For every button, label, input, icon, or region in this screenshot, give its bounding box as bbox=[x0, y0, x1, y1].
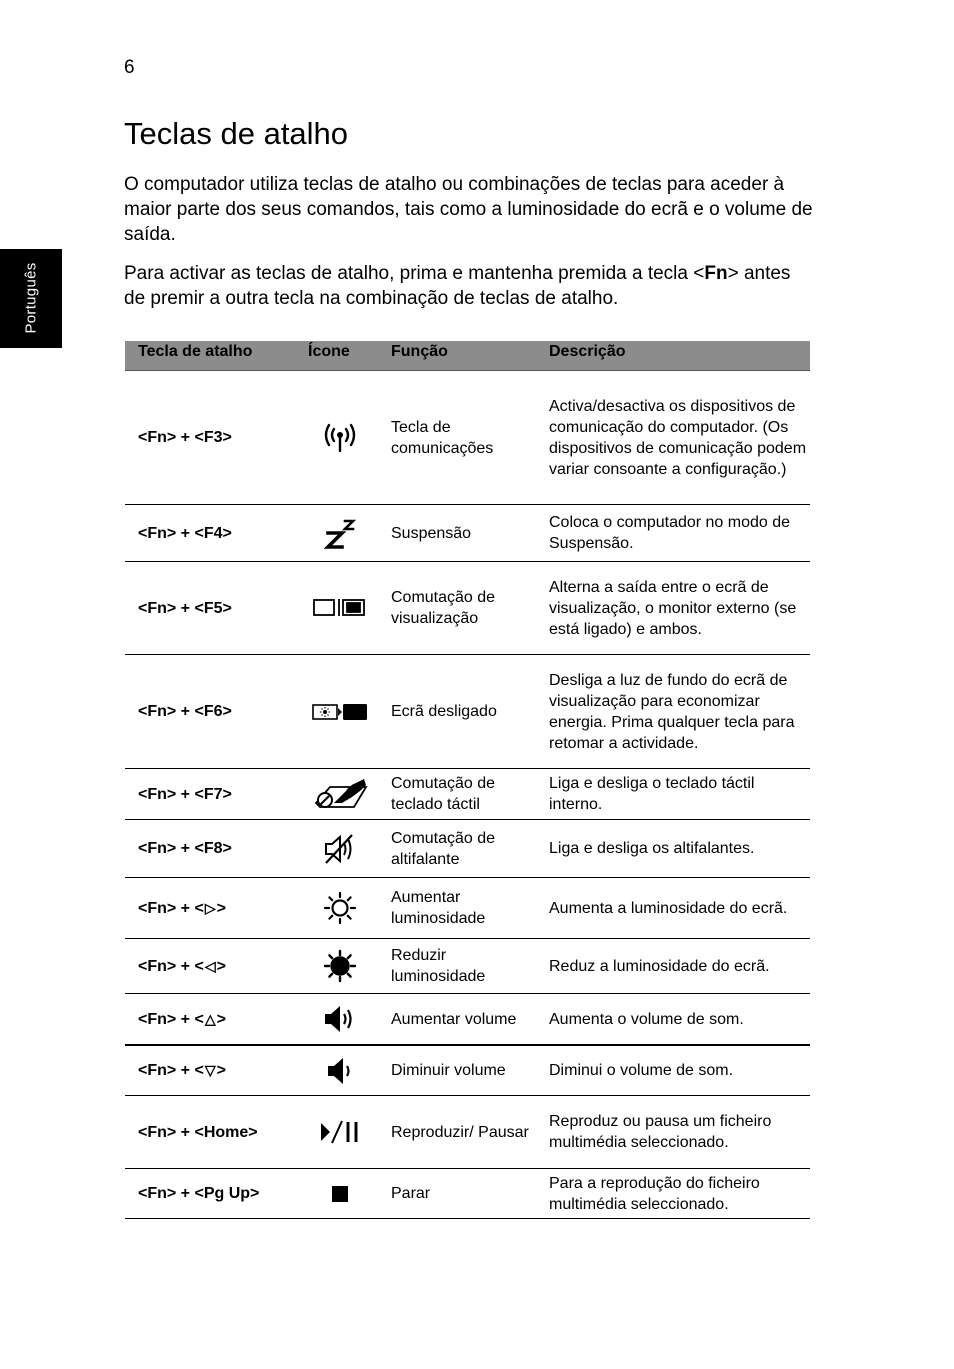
row-key: <Fn> + <F4> bbox=[138, 524, 232, 542]
row-key: <Fn> + < ▷ > bbox=[138, 899, 226, 917]
row-description: Liga e desliga o teclado táctil interno. bbox=[549, 775, 755, 813]
header-desc: Descrição bbox=[549, 343, 626, 360]
sleep-icon bbox=[305, 505, 375, 561]
left-arrow-key-icon: ◁ bbox=[204, 957, 216, 974]
page-number: 6 bbox=[124, 57, 135, 78]
speaker-mute-icon bbox=[305, 820, 375, 877]
intro-paragraph-1: O computador utiliza teclas de atalho ou combinações de teclas para aceder à maior parte dos seus comandos, tais como a luminosidade do ecrã e o volume de saída. bbox=[124, 174, 813, 245]
up-arrow-key-icon: △ bbox=[204, 1010, 216, 1027]
down-arrow-key-icon: ▽ bbox=[204, 1062, 216, 1078]
display-off-icon bbox=[305, 655, 375, 768]
row-function: Comutação de altifalante bbox=[391, 829, 496, 868]
brightness-down-icon bbox=[305, 939, 375, 993]
right-arrow-key-icon: ▷ bbox=[204, 899, 216, 916]
wireless-icon bbox=[305, 371, 375, 504]
row-function: Aumentar luminosidade bbox=[391, 889, 486, 927]
row-key: <Fn> + <F3> bbox=[138, 429, 232, 446]
row-function: Comutação de teclado táctil bbox=[391, 775, 496, 813]
row-description: Para a reprodução do ficheiro multimédia seleccionado. bbox=[549, 1174, 760, 1213]
row-description: Diminui o volume de som. bbox=[549, 1062, 734, 1079]
table-row bbox=[125, 505, 810, 562]
row-description: Activa/desactiva os dispositivos de comunicação do computador. (Os dispositivos de comunicação podem variar consoante a configuração.) bbox=[549, 397, 807, 478]
row-description: Coloca o computador no modo de Suspensão. bbox=[549, 514, 791, 552]
intro-p2-before: Para activar as teclas de atalho, prima e mantenha premida a tecla < bbox=[124, 263, 705, 284]
row-key: <Fn> + <F5> bbox=[138, 599, 232, 617]
brightness-up-icon bbox=[305, 878, 375, 938]
row-description: Aumenta a luminosidade do ecrã. bbox=[549, 899, 788, 917]
header-func: Função bbox=[391, 343, 448, 360]
row-key: <Fn> + <Home> bbox=[138, 1123, 258, 1141]
row-key: <Fn> + < △ > bbox=[138, 1010, 226, 1028]
table-row bbox=[125, 1169, 810, 1219]
language-side-tab bbox=[0, 249, 62, 348]
table-row bbox=[125, 820, 810, 878]
row-function: Aumentar volume bbox=[391, 1010, 517, 1028]
header-icon: Ícone bbox=[308, 343, 350, 360]
row-description: Liga e desliga os altifalantes. bbox=[549, 840, 755, 857]
intro-p2-key: Fn bbox=[704, 263, 728, 284]
table-header bbox=[125, 341, 810, 371]
row-function: Parar bbox=[391, 1185, 431, 1202]
row-function: Diminuir volume bbox=[391, 1062, 506, 1079]
table-row bbox=[125, 878, 810, 939]
row-function: Ecrã desligado bbox=[391, 703, 497, 720]
header-key: Tecla de atalho bbox=[138, 343, 253, 360]
page-title: Teclas de atalho bbox=[124, 116, 349, 151]
row-description: Aumenta o volume de som. bbox=[549, 1010, 744, 1028]
stop-icon bbox=[305, 1169, 375, 1218]
play-pause-icon bbox=[305, 1096, 375, 1168]
table-row bbox=[125, 562, 810, 655]
row-key: <Fn> + < ◁ > bbox=[138, 957, 226, 975]
table-row bbox=[125, 655, 810, 769]
table-row bbox=[125, 1046, 810, 1096]
row-function: Suspensão bbox=[391, 524, 472, 542]
intro-p2-after: > antes de premir a outra tecla na combinação de teclas de atalho. bbox=[124, 263, 791, 309]
hotkey-table bbox=[125, 341, 810, 1219]
table-row bbox=[125, 769, 810, 820]
row-description: Reproduz ou pausa um ficheiro multimédia seleccionado. bbox=[549, 1113, 772, 1151]
row-description: Alterna a saída entre o ecrã de visualização, o monitor externo (se está ligado) e ambos. bbox=[549, 578, 797, 638]
row-key: <Fn> + <F8> bbox=[138, 840, 232, 857]
row-key: <Fn> + <F7> bbox=[138, 785, 232, 803]
volume-up-icon bbox=[305, 994, 375, 1044]
row-description: Desliga a luz de fundo do ecrã de visualização para economizar energia. Prima qualquer tecla para retomar a actividade. bbox=[549, 671, 795, 752]
table-row bbox=[125, 994, 810, 1046]
row-key: <Fn> + < ▽ > bbox=[138, 1062, 226, 1079]
table-row bbox=[125, 1096, 810, 1169]
touchpad-toggle-icon bbox=[305, 769, 375, 819]
row-key: <Fn> + <F6> bbox=[138, 703, 232, 720]
intro-paragraph-2 bbox=[124, 261, 814, 311]
row-function: Reduzir luminosidade bbox=[391, 947, 486, 985]
row-function: Tecla de comunicações bbox=[391, 418, 494, 457]
row-description: Reduz a luminosidade do ecrã. bbox=[549, 957, 770, 975]
display-toggle-icon bbox=[305, 562, 375, 654]
volume-down-icon bbox=[305, 1046, 375, 1095]
table-row bbox=[125, 939, 810, 994]
table-row bbox=[125, 371, 810, 505]
row-function: Comutação de visualização bbox=[391, 589, 496, 627]
row-function: Reproduzir/ Pausar bbox=[391, 1123, 529, 1141]
language-side-tab-label: Português bbox=[22, 262, 40, 334]
row-key: <Fn> + <Pg Up> bbox=[138, 1185, 260, 1202]
